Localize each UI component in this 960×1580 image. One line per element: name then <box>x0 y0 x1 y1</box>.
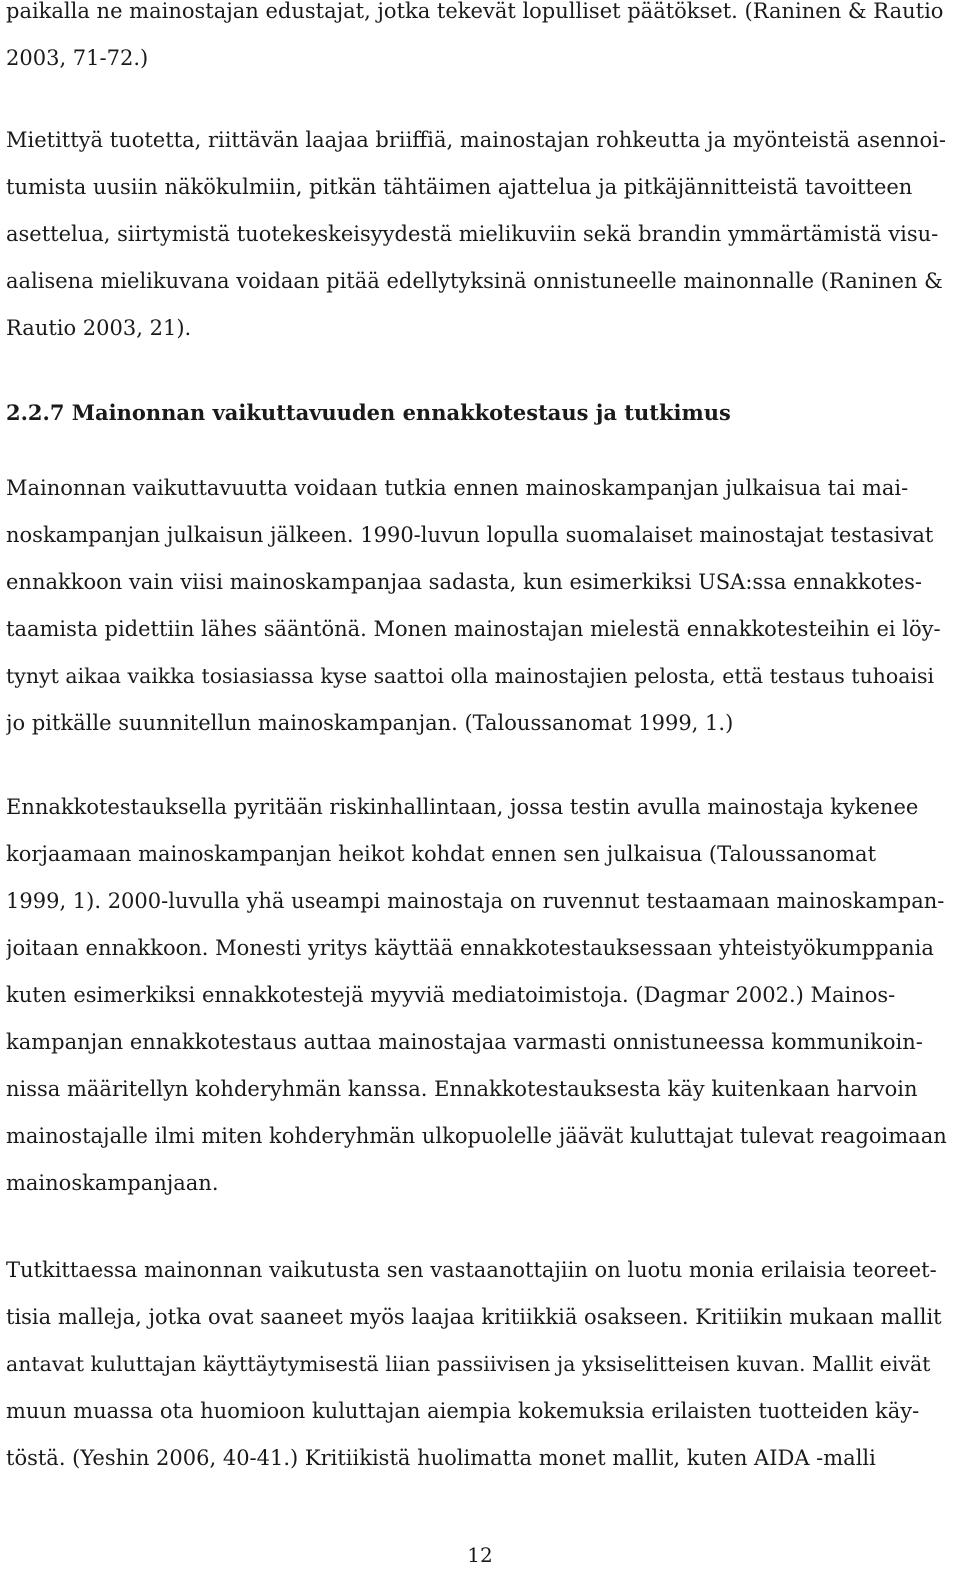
text-line: aalisena mielikuvana voidaan pitää edellytyksinä onnistuneelle mainonnalle (Raninen & <box>6 269 943 293</box>
text-line: Mietittyä tuotetta, riittävän laajaa briiffiä, mainostajan rohkeutta ja myönteistä asennoi- <box>6 128 946 152</box>
text-line: taamista pidettiin lähes sääntönä. Monen mainostajan mielestä ennakkotesteihin ei löy- <box>6 617 941 641</box>
section-heading: 2.2.7 Mainonnan vaikuttavuuden ennakkotestaus ja tutkimus <box>6 400 731 425</box>
text-line: kampanjan ennakkotestaus auttaa mainostajaa varmasti onnistuneessa kommunikoin- <box>6 1030 923 1054</box>
paragraph-5 <box>6 1247 942 1482</box>
text-line: antavat kuluttajan käyttäytymisestä liian passiivisen ja yksiselitteisen kuvan. Mallit eivät <box>6 1352 931 1376</box>
paragraph-2 <box>6 117 946 352</box>
text-line: korjaamaan mainoskampanjan heikot kohdat ennen sen julkaisua (Taloussanomat <box>6 842 877 866</box>
text-line: tumista uusiin näkökulmiin, pitkän tähtäimen ajattelua ja pitkäjännitteistä tavoitteen <box>6 175 913 199</box>
text-line: joitaan ennakkoon. Monesti yritys käyttää ennakkotestauksessaan yhteistyökumppania <box>6 936 934 960</box>
text-line: nissa määritellyn kohderyhmän kanssa. Ennakkotestauksesta käy kuitenkaan harvoin <box>6 1077 918 1101</box>
text-line: kuten esimerkiksi ennakkotestejä myyviä mediatoimistoja. (Dagmar 2002.) Mainos- <box>6 983 896 1007</box>
text-line: paikalla ne mainostajan edustajat, jotka tekevät lopulliset päätökset. (Raninen & Rautio <box>6 0 944 23</box>
text-line: Rautio 2003, 21). <box>6 316 192 340</box>
text-line: jo pitkälle suunnitellun mainoskampanjan. (Taloussanomat 1999, 1.) <box>6 711 734 735</box>
text-line: Tutkittaessa mainonnan vaikutusta sen vastaanottajiin on luotu monia erilaisia teoreet- <box>6 1258 937 1282</box>
page-number: 12 <box>467 1543 493 1567</box>
text-line: asettelua, siirtymistä tuotekeskeisyydestä mielikuviin sekä brandin ymmärtämistä visu- <box>6 222 939 246</box>
text-line: mainostajalle ilmi miten kohderyhmän ulkopuolelle jäävät kuluttajat tulevat reagoimaan <box>6 1124 947 1148</box>
text-line: töstä. (Yeshin 2006, 40-41.) Kritiikistä huolimatta monet mallit, kuten AIDA -malli <box>6 1446 876 1470</box>
text-line: Ennakkotestauksella pyritään riskinhallintaan, jossa testin avulla mainostaja kykenee <box>6 795 919 819</box>
paragraph-4 <box>6 784 947 1207</box>
text-line: ennakkoon vain viisi mainoskampanjaa sadasta, kun esimerkiksi USA:ssa ennakkotes- <box>6 570 923 594</box>
text-line: muun muassa ota huomioon kuluttajan aiempia kokemuksia erilaisten tuotteiden käy- <box>6 1399 920 1423</box>
text-line: 2003, 71-72.) <box>6 46 149 70</box>
text-line: 1999, 1). 2000-luvulla yhä useampi mainostaja on ruvennut testaamaan mainoskampan- <box>6 889 945 913</box>
text-line: Mainonnan vaikuttavuutta voidaan tutkia ennen mainoskampanjan julkaisua tai mai- <box>6 476 909 500</box>
text-line: tynyt aikaa vaikka tosiasiassa kyse saattoi olla mainostajien pelosta, että testaus tuhoaisi <box>6 664 935 688</box>
paragraph-1 <box>6 0 943 82</box>
text-line: mainoskampanjaan. <box>6 1171 219 1195</box>
text-line: tisia malleja, jotka ovat saaneet myös laajaa kritiikkiä osakseen. Kritiikin mukaan mallit <box>6 1305 942 1329</box>
text-line: noskampanjan julkaisun jälkeen. 1990-luvun lopulla suomalaiset mainostajat testasivat <box>6 523 934 547</box>
paragraph-3 <box>6 465 941 747</box>
